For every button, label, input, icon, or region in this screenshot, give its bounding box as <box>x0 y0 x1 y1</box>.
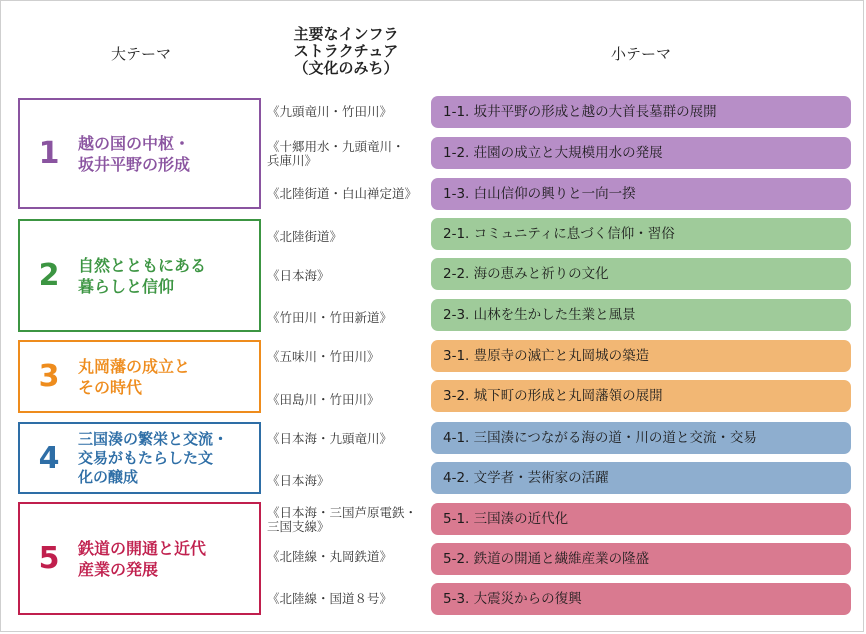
infra-label: 《日本海》 <box>267 268 330 283</box>
theme-box-1 <box>18 98 261 209</box>
theme-title-line: 鉄道の開通と近代 <box>78 538 207 558</box>
theme-number: 1 <box>38 136 60 171</box>
theme-title-line: 自然とともにある <box>78 255 207 275</box>
infra-label: 《日本海》 <box>267 473 330 488</box>
theme-title-line: 暮らしと信仰 <box>78 276 175 296</box>
theme-title-line: 産業の発展 <box>78 559 159 579</box>
infra-label: 《竹田川・竹田新道》 <box>267 310 393 325</box>
theme-box-4 <box>18 422 261 494</box>
theme-title-line: その時代 <box>78 377 143 397</box>
infra-label: 《日本海・三国芦原電鉄・三国支線》 <box>267 505 418 534</box>
header-infra-line: （文化のみち） <box>293 59 399 77</box>
theme-title-line: 交易がもたらした文 <box>78 448 214 467</box>
subtheme-bar: 5-1. 三国湊の近代化 <box>431 503 851 535</box>
subtheme-bar: 1-2. 荘園の成立と大規模用水の発展 <box>431 137 851 169</box>
theme-number: 3 <box>38 359 60 394</box>
infra-label: 《北陸線・丸岡鉄道》 <box>267 549 393 564</box>
header-major-theme: 大テーマ <box>110 45 171 63</box>
theme-title <box>78 430 236 487</box>
theme-title <box>78 255 214 297</box>
subtheme-bar: 1-1. 坂井平野の形成と越の大首長墓群の展開 <box>431 96 851 128</box>
theme-box-3 <box>18 340 261 413</box>
subtheme-bar: 4-2. 文学者・芸術家の活躍 <box>431 462 851 494</box>
subtheme-bar: 5-3. 大震災からの復興 <box>431 583 851 615</box>
infra-label: 《田島川・竹田川》 <box>267 392 380 407</box>
infra-label: 《九頭竜川・竹田川》 <box>267 104 393 119</box>
infra-label: 《北陸線・国道８号》 <box>267 591 393 606</box>
infra-label: 《北陸街道》 <box>267 229 343 244</box>
subtheme-bar: 2-1. コミュニティに息づく信仰・習俗 <box>431 218 851 250</box>
header-infra-line: ストラクチュア <box>293 42 399 60</box>
theme-box-5 <box>18 502 261 615</box>
subtheme-bar: 1-3. 白山信仰の興りと一向一揆 <box>431 178 851 210</box>
header-infrastructure <box>271 26 421 77</box>
infra-label: 《日本海・九頭竜川》 <box>267 431 393 446</box>
subtheme-bar: 2-2. 海の恵みと祈りの文化 <box>431 258 851 290</box>
theme-number: 4 <box>38 440 60 476</box>
theme-number: 5 <box>38 541 60 576</box>
header-minor-theme: 小テーマ <box>610 45 671 63</box>
theme-title-line: 三国湊の繁栄と交流・ <box>78 429 229 448</box>
theme-title-line: 化の醸成 <box>78 467 139 486</box>
theme-number: 2 <box>38 258 60 293</box>
subtheme-bar: 4-1. 三国湊につながる海の道・川の道と交流・交易 <box>431 422 851 454</box>
theme-title <box>78 133 198 175</box>
theme-title <box>78 538 214 580</box>
subtheme-bar: 3-2. 城下町の形成と丸岡藩領の展開 <box>431 380 851 412</box>
subtheme-bar: 2-3. 山林を生かした生業と風景 <box>431 299 851 331</box>
subtheme-bar: 5-2. 鉄道の開通と繊維産業の隆盛 <box>431 543 851 575</box>
theme-title-line: 坂井平野の形成 <box>78 154 191 174</box>
infra-label: 《五味川・竹田川》 <box>267 349 380 364</box>
theme-box-2 <box>18 219 261 332</box>
header-infra-line: 主要なインフラ <box>293 25 399 43</box>
theme-title <box>78 356 198 398</box>
infra-label: 《北陸街道・白山禅定道》 <box>267 186 418 201</box>
theme-title-line: 丸岡藩の成立と <box>78 356 191 376</box>
theme-title-line: 越の国の中枢・ <box>78 133 191 153</box>
subtheme-bar: 3-1. 豊原寺の滅亡と丸岡城の築造 <box>431 340 851 372</box>
infra-label: 《十郷用水・九頭竜川・兵庫川》 <box>267 139 405 168</box>
